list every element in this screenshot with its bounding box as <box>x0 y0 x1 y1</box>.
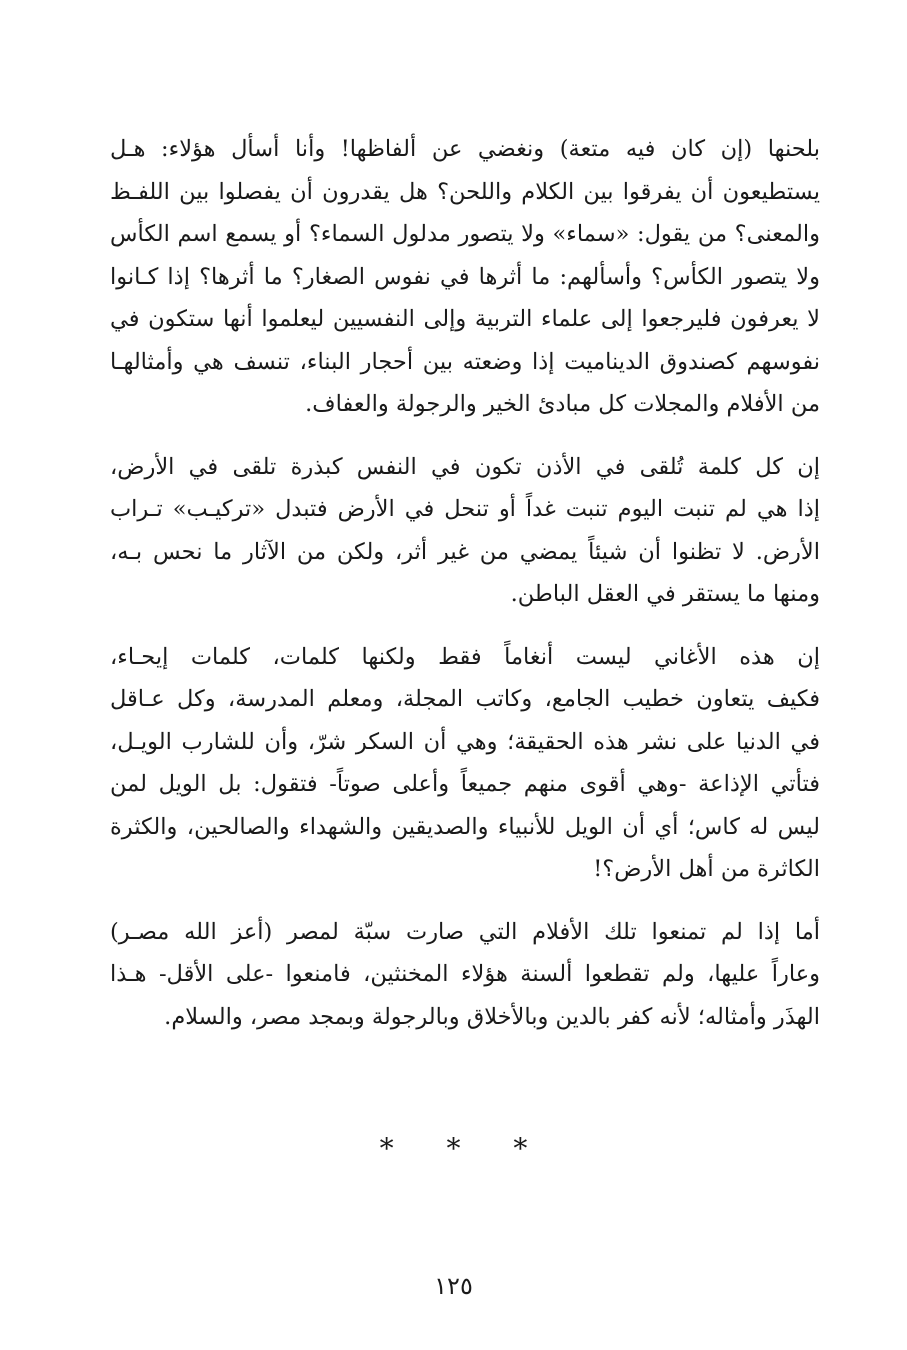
paragraph <box>110 636 820 891</box>
text-line: يستطيعون أن يفرقوا بين الكلام واللحن؟ هل يقدرون أن يفصلوا بين اللفـظ <box>110 178 820 205</box>
text-line: والمعنى؟ من يقول: «سماء» ولا يتصور مدلول السماء؟ أو يسمع اسم الكأس <box>110 221 820 247</box>
text-line: إذا هي لم تنبت اليوم تنبت غداً أو تنحل في الأرض فتبدل «تركيـب» تـراب <box>110 496 820 522</box>
text-line: ليس له كاس؛ أي أن الويل للأنبياء والصديقين والشهداء والصالحين، والكثرة <box>110 813 820 840</box>
text-line: بلحنها (إن كان فيه متعة) ونغضي عن ألفاظها! وأنا أسأل هؤلاء: هـل <box>110 136 820 162</box>
paragraph <box>110 446 820 616</box>
text-line: الأرض. لا تظنوا أن شيئاً يمضي من غير أثر، ولكن من الآثار ما نحس بـه، <box>110 538 820 565</box>
text-line: في الدنيا على نشر هذه الحقيقة؛ وهي أن السكر شرّ، وأن للشارب الويـل، <box>110 728 820 755</box>
text-line: إن كل كلمة تُلقى في الأذن تكون في النفس كبذرة تلقى في الأرض، <box>110 453 820 480</box>
section-separator: * * * <box>379 1132 550 1165</box>
text-line: ومنها ما يستقر في العقل الباطن. <box>510 581 820 607</box>
paragraph <box>110 911 820 1039</box>
text-line: فتأتي الإذاعة -وهي أقوى منهم جميعاً وأعلى صوتاً- فتقول: بل الويل لمن <box>110 771 820 797</box>
text-line: فكيف يتعاون خطيب الجامع، وكاتب المجلة، ومعلم المدرسة، وكل عـاقل <box>110 686 820 712</box>
text-line: نفوسهم كصندوق الديناميت إذا وضعته بين أحجار البناء، تنسف هي وأمثالهـا <box>110 348 820 375</box>
text-line: الهذَر وأمثاله؛ لأنه كفر بالدين وبالأخلاق وبالرجولة وبمجد مصر، والسلام. <box>164 1003 820 1030</box>
text-line: ولا يتصور الكأس؟ وأسألهم: ما أثرها في نفوس الصغار؟ ما أثرها؟ إذا كـانوا <box>110 263 820 290</box>
text-line: إن هذه الأغاني ليست أنغاماً فقط ولكنها كلمات، كلمات إيحـاء، <box>110 643 820 670</box>
page-number: ١٢٥ <box>434 1272 473 1300</box>
text-line: الكاثرة من أهل الأرض؟! <box>593 856 820 882</box>
text-line: أما إذا لم تمنعوا تلك الأفلام التي صارت سبّة لمصر (أعز الله مصـر) <box>110 918 820 945</box>
body-text <box>110 128 820 1058</box>
text-line: من الأفلام والمجلات كل مبادئ الخير والرجولة والعفاف. <box>305 391 820 417</box>
text-line: وعاراً عليها، ولم تقطعوا ألسنة هؤلاء المخنثين، فامنعوا -على الأقل- هـذا <box>110 961 820 987</box>
paragraph <box>110 128 820 426</box>
text-line: لا يعرفون فليرجعوا إلى علماء التربية وإلى النفسيين ليعلموا أنها ستكون في <box>110 306 820 332</box>
